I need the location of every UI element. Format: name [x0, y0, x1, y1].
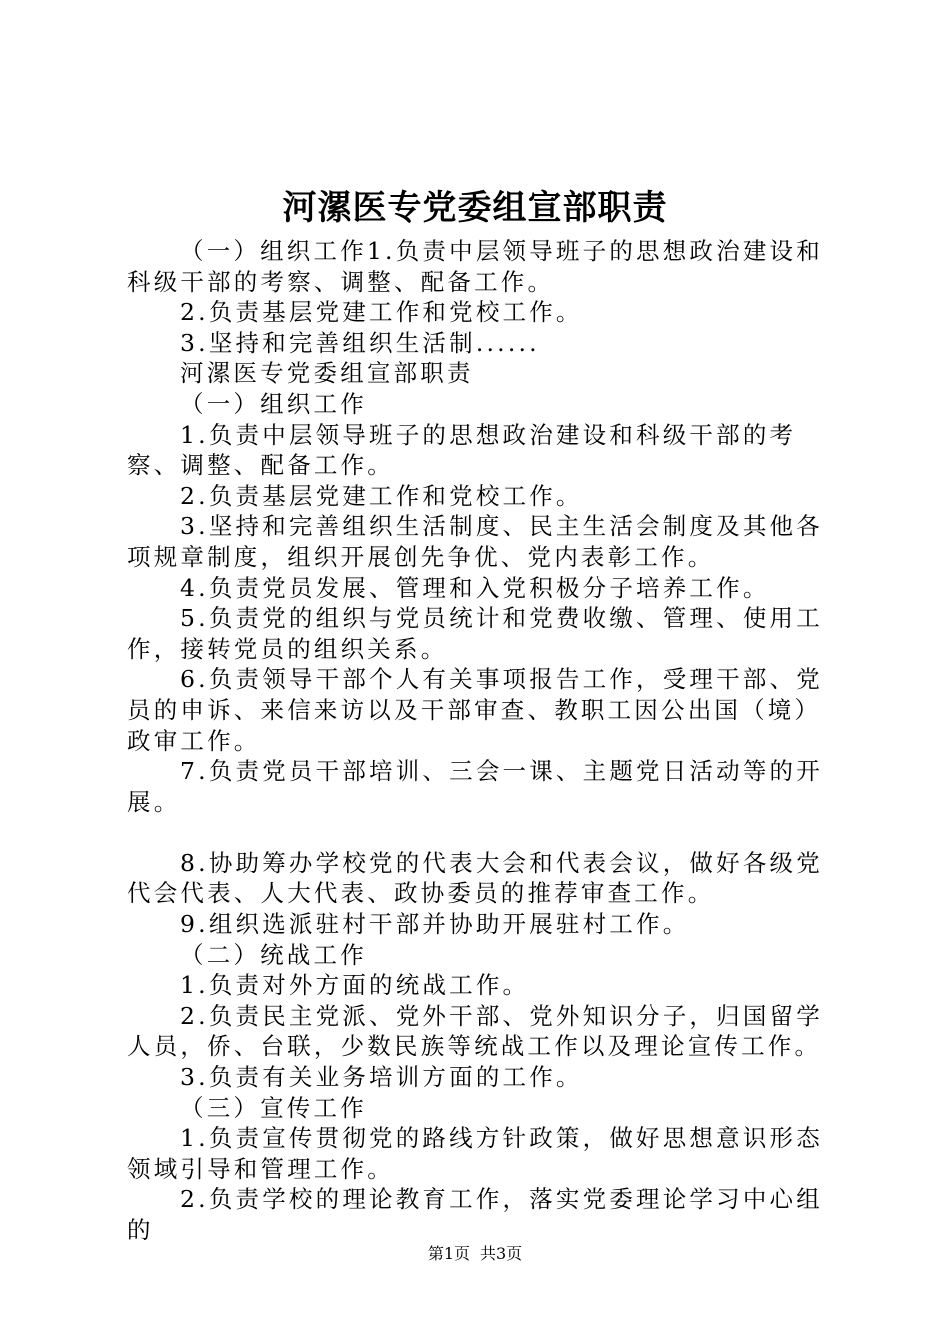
- paragraph: 8.协助筹办学校党的代表大会和代表会议，做好各级党代会代表、人大代表、政协委员的推荐审查工作。: [127, 848, 823, 908]
- paragraph: （一）组织工作1.负责中层领导班子的思想政治建设和科级干部的考察、调整、配备工作。: [127, 237, 823, 296]
- paragraph: 1.负责对外方面的统战工作。: [180, 971, 530, 1000]
- paragraph: 6.负责领导干部个人有关事项报告工作，受理干部、党员的申诉、来信来访以及干部审查、教职工因公出国（境）政审工作。: [127, 665, 823, 755]
- paragraph: 3.坚持和完善组织生活制度、民主生活会制度及其他各项规章制度，组织开展创先争优、党内表彰工作。: [127, 512, 823, 571]
- paragraph: 2.负责基层党建工作和党校工作。: [180, 298, 583, 327]
- page-footer: [0, 1244, 950, 1264]
- paragraph: 5.负责党的组织与党员统计和党费收缴、管理、使用工作，接转党员的组织关系。: [127, 604, 823, 663]
- section-heading: （一）组织工作: [180, 389, 367, 418]
- paragraph: 1.负责宣传贯彻党的路线方针政策，做好思想意识形态领域引导和管理工作。: [127, 1124, 823, 1183]
- page-number: 第1页: [427, 1244, 470, 1263]
- section-heading: （二）统战工作: [180, 940, 367, 969]
- paragraph: 3.负责有关业务培训方面的工作。: [180, 1063, 583, 1092]
- paragraph: 1.负责中层领导班子的思想政治建设和科级干部的考察、调整、配备工作。: [127, 420, 797, 480]
- paragraph: 2.负责民主党派、党外干部、党外知识分子，归国留学人员，侨、台联，少数民族等统战工作以及理论宣传工作。: [127, 1001, 823, 1061]
- paragraph: 3.坚持和完善组织生活制......: [180, 328, 540, 357]
- page-total: 共3页: [480, 1244, 523, 1263]
- paragraph: 2.负责学校的理论教育工作，落实党委理论学习中心组的: [127, 1185, 823, 1244]
- paragraph: 9.组织选派驻村干部并协助开展驻村工作。: [180, 910, 690, 939]
- paragraph: 河漯医专党委组宣部职责: [180, 359, 474, 388]
- section-heading: （三）宣传工作: [180, 1093, 367, 1122]
- paragraph: 7.负责党员干部培训、三会一课、主题党日活动等的开展。: [127, 757, 823, 816]
- document-title: 河漯医专党委组宣部职责: [282, 188, 668, 228]
- paragraph: 4.负责党员发展、管理和入党积极分子培养工作。: [180, 573, 770, 602]
- document-body: [127, 236, 843, 1246]
- paragraph: 2.负责基层党建工作和党校工作。: [180, 481, 583, 510]
